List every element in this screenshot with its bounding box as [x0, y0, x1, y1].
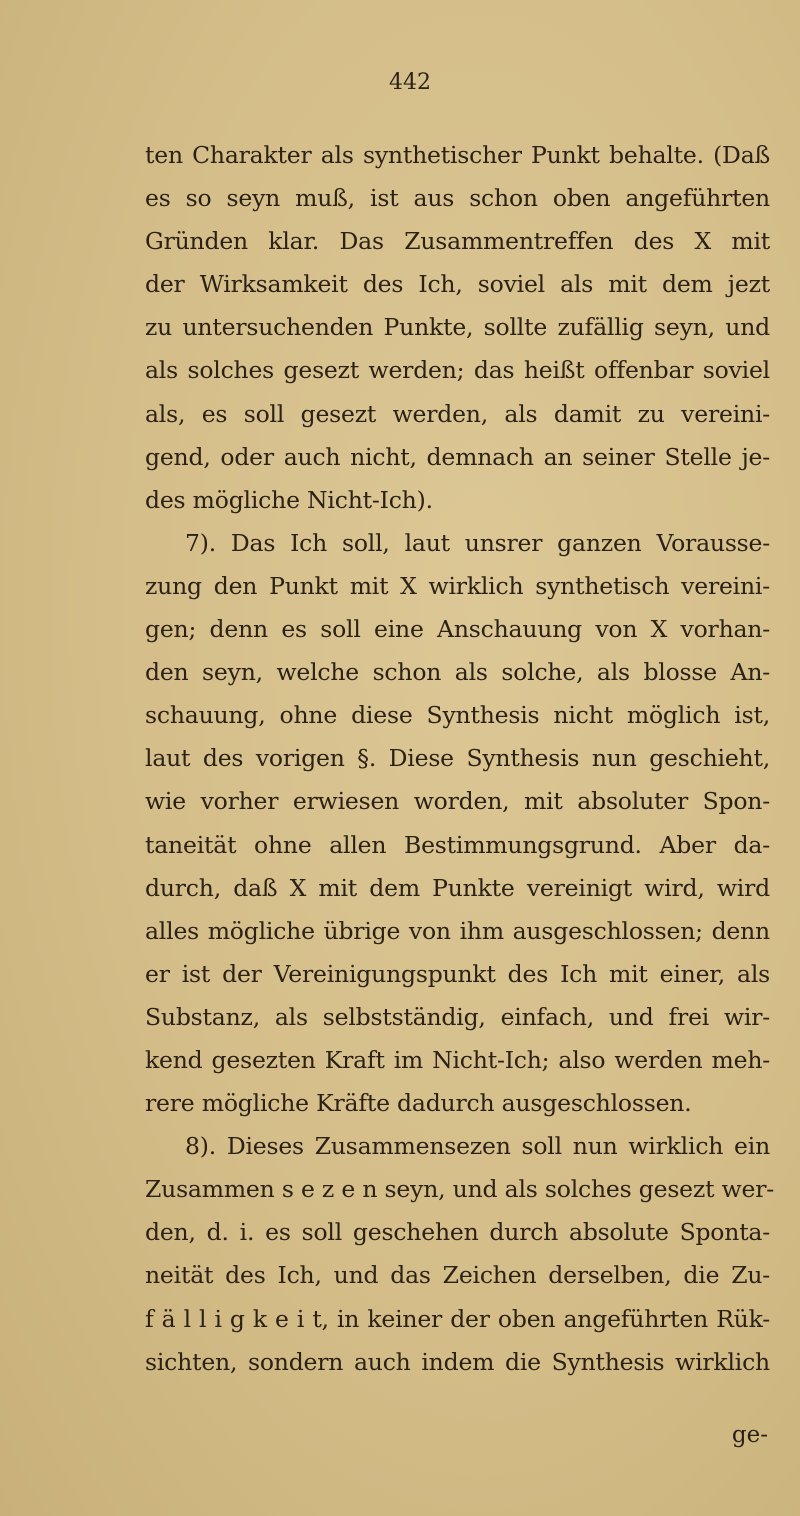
- text-line: Substanz, als selbstständig, einfach, und frei wir-: [145, 1002, 770, 1031]
- text-line: kend gesezten Kraft im Nicht-Ich; also werden meh-: [145, 1045, 770, 1074]
- text-line: er ist der Vereinigungspunkt des Ich mit einer, als: [145, 959, 770, 988]
- text-line: den seyn, welche schon als solche, als blosse An-: [145, 658, 770, 687]
- text-line: f ä l l i g k e i t, in keiner der oben angeführten Rük-: [145, 1304, 770, 1333]
- text-line: durch, daß X mit dem Punkte vereinigt wird, wird: [145, 873, 770, 902]
- text-line: des mögliche Nicht-Ich).: [145, 485, 433, 514]
- text-line: wie vorher erwiesen worden, mit absoluter Spon-: [145, 787, 770, 816]
- text-line: zung den Punkt mit X wirklich synthetisch vereini-: [145, 571, 770, 600]
- text-line: taneität ohne allen Bestimmungsgrund. Aber da-: [145, 830, 770, 859]
- text-line: als solches gesezt werden; das heißt offenbar soviel: [145, 356, 770, 385]
- text-line: gend, oder auch nicht, demnach an seiner Stelle je-: [145, 442, 770, 471]
- text-line: zu untersuchenden Punkte, sollte zufällig seyn, und: [145, 313, 770, 342]
- text-line: Gründen klar. Das Zusammentreffen des X mit: [145, 227, 770, 256]
- page-text: [145, 134, 774, 1384]
- text-line: gen; denn es soll eine Anschauung von X vorhan-: [145, 615, 770, 644]
- text-line: 8). Dieses Zusammensezen soll nun wirklich ein: [185, 1132, 770, 1161]
- text-line: schauung, ohne diese Synthesis nicht möglich ist,: [145, 701, 770, 730]
- text-line: 7). Das Ich soll, laut unsrer ganzen Voraussе-: [185, 528, 770, 557]
- text-line: rere mögliche Kräfte dadurch ausgeschlossen.: [145, 1089, 692, 1118]
- text-line: Zusammen s e z e n seyn, und als solches gesezt wer-: [145, 1175, 774, 1204]
- text-line: alles mögliche übrige von ihm ausgeschlossen; denn: [145, 916, 770, 945]
- page-number: 442: [389, 70, 431, 95]
- text-line: sichten, sondern auch indem die Synthesis wirklich: [145, 1347, 770, 1376]
- text-line: es so seyn muß, ist aus schon oben angeführten: [145, 184, 770, 213]
- text-line: der Wirksamkeit des Ich, soviel als mit dem jezt: [145, 270, 770, 299]
- text-line: neität des Ich, und das Zeichen derselben, die Zu-: [145, 1261, 770, 1290]
- catchword: ge-: [731, 1422, 768, 1448]
- text-line: laut des vorigen §. Diese Synthesis nun geschieht,: [145, 744, 770, 773]
- text-line: als, es soll gesezt werden, als damit zu vereini-: [145, 399, 770, 428]
- text-line: ten Charakter als synthetischer Punkt behalte. (Daß: [145, 141, 770, 169]
- text-line: den, d. i. es soll geschehen durch absolute Sponta-: [145, 1218, 770, 1247]
